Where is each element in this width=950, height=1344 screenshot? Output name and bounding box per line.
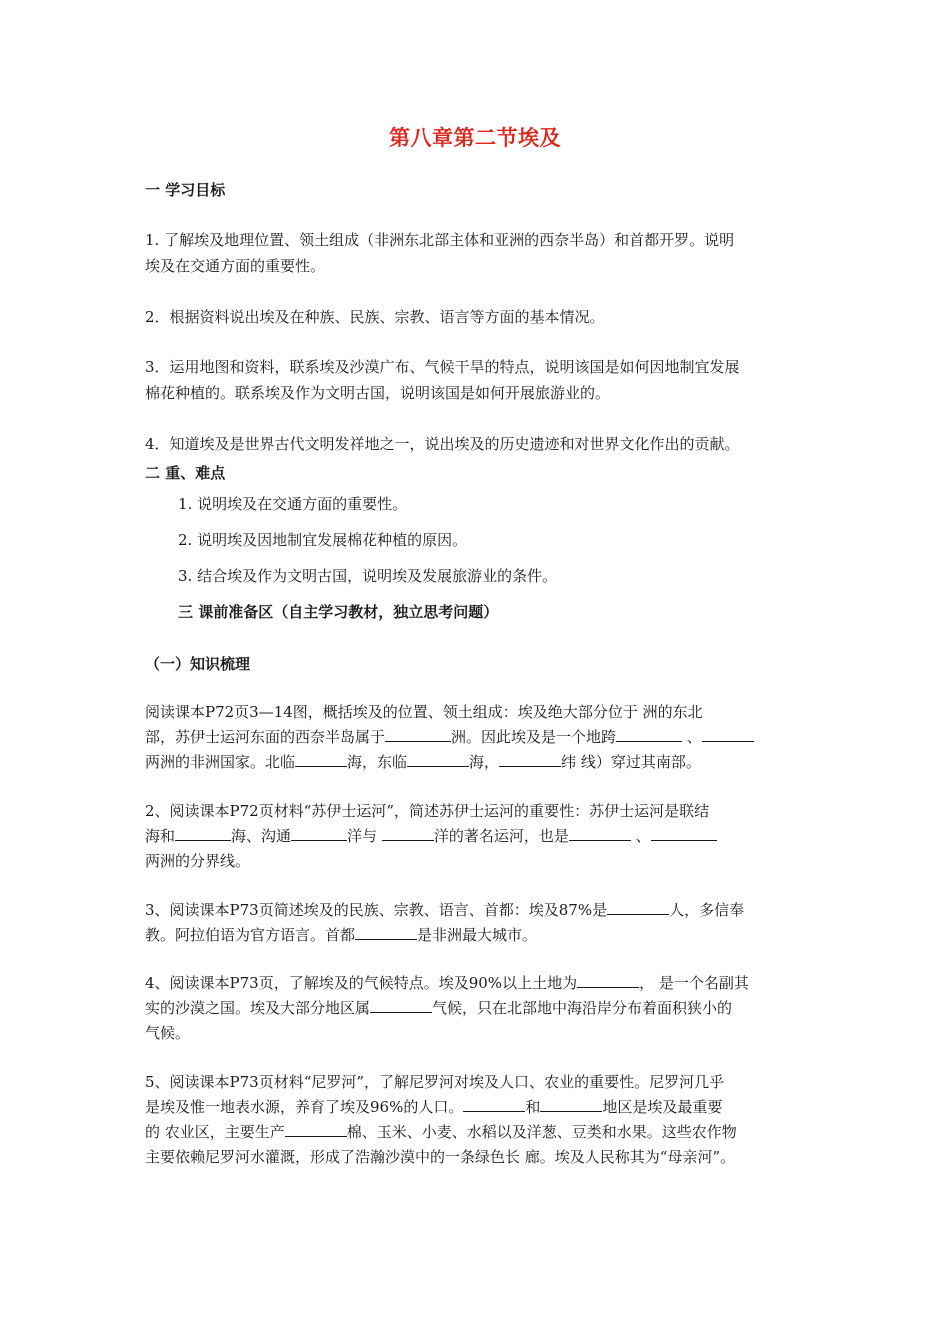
q1-line-1: 阅读课本P72页3—14图，概括埃及的位置、领土组成：埃及绝大部分位于 洲的东北 bbox=[145, 703, 703, 721]
q4-line-3: 气候。 bbox=[145, 1024, 191, 1042]
section-heading-goals: 一 学习目标 bbox=[145, 181, 226, 199]
goal-3-line-1: 3．运用地图和资料，联系埃及沙漠广布、气候干旱的特点，说明该国是如何因地制宜发展 bbox=[145, 358, 740, 376]
goal-2: 2．根据资料说出埃及在种族、民族、宗教、语言等方面的基本情况。 bbox=[145, 308, 605, 326]
fill-blank[interactable] bbox=[175, 825, 231, 841]
fill-blank[interactable] bbox=[616, 726, 682, 742]
fill-blank[interactable] bbox=[370, 997, 432, 1013]
fill-blank[interactable] bbox=[407, 751, 469, 767]
goal-1-line-2: 埃及在交通方面的重要性。 bbox=[145, 257, 326, 275]
sub-heading-knowledge: （一）知识梳理 bbox=[145, 655, 251, 673]
fill-blank[interactable] bbox=[382, 825, 434, 841]
fill-blank[interactable] bbox=[291, 825, 347, 841]
fill-blank[interactable] bbox=[651, 825, 717, 841]
key-point-3: 3. 结合埃及作为文明古国，说明埃及发展旅游业的条件。 bbox=[178, 567, 558, 585]
q5-line-1: 5、阅读课本P73页材料“尼罗河”，了解尼罗河对埃及人口、农业的重要性。尼罗河几乎 bbox=[145, 1073, 725, 1091]
fill-blank[interactable] bbox=[355, 924, 417, 940]
goal-4: 4．知道埃及是世界古代文明发祥地之一，说出埃及的历史遗迹和对世界文化作出的贡献。 bbox=[145, 435, 740, 453]
q2-line-1: 2、阅读课本P72页材料“苏伊士运河”，简述苏伊士运河的重要性：苏伊士运河是联结 bbox=[145, 802, 710, 820]
goal-1-line-1: 1. 了解埃及地理位置、领土组成（非洲东北部主体和亚洲的西奈半岛）和首都开罗。说明 bbox=[145, 231, 735, 249]
goal-3-line-2: 棉花种植的。联系埃及作为文明古国，说明该国是如何开展旅游业的。 bbox=[145, 384, 611, 402]
q3-line-1: 3、阅读课本P73页简述埃及的民族、宗教、语言、首都：埃及87%是 人，多信奉 bbox=[145, 901, 745, 919]
fill-blank[interactable] bbox=[295, 751, 347, 767]
q2-line-3: 两洲的分界线。 bbox=[145, 852, 251, 870]
key-point-1: 1. 说明埃及在交通方面的重要性。 bbox=[178, 495, 408, 513]
q1-line-2: 部，苏伊士运河东面的西奈半岛属于 洲。因此埃及是一个地跨 、 bbox=[145, 725, 754, 749]
fill-blank[interactable] bbox=[540, 1096, 602, 1112]
fill-blank[interactable] bbox=[463, 1096, 525, 1112]
fill-blank[interactable] bbox=[577, 972, 639, 988]
fill-blank[interactable] bbox=[285, 1121, 347, 1137]
fill-blank[interactable] bbox=[499, 751, 561, 767]
q4-line-1: 4、阅读课本P73页，了解埃及的气候特点。埃及90%以上土地为 ， 是一个名副其 bbox=[145, 974, 749, 992]
q5-line-2: 是埃及惟一地表水源，养育了埃及96%的人口。 和 地区是埃及最重要 bbox=[145, 1098, 723, 1116]
page-title: 第八章第二节埃及 bbox=[389, 125, 561, 150]
q5-line-3: 的 农业区，主要生产 棉、玉米、小麦、水稻以及洋葱、豆类和水果。这些农作物 bbox=[145, 1123, 737, 1141]
section-heading-preparation: 三 课前准备区（自主学习教材，独立思考问题） bbox=[178, 603, 499, 621]
q3-line-2: 教。阿拉伯语为官方语言。首都 是非洲最大城市。 bbox=[145, 926, 538, 944]
key-point-2: 2. 说明埃及因地制宜发展棉花种植的原因。 bbox=[178, 531, 468, 549]
fill-blank[interactable] bbox=[607, 899, 669, 915]
q5-line-4: 主要依赖尼罗河水灌溉，形成了浩瀚沙漠中的一条绿色长 廊。埃及人民称其为“母亲河”。 bbox=[145, 1148, 736, 1166]
fill-blank[interactable] bbox=[569, 825, 631, 841]
fill-blank[interactable] bbox=[702, 726, 754, 742]
q2-line-2: 海和 海、沟通 洋与 洋的著名运河，也是 、 bbox=[145, 824, 717, 848]
q1-line-3: 两洲的非洲国家。北临 海，东临 海， 纬 线）穿过其南部。 bbox=[145, 753, 701, 771]
fill-blank[interactable] bbox=[385, 726, 451, 742]
q4-line-2: 实的沙漠之国。埃及大部分地区属 气候，只在北部地中海沿岸分布着面积狭小的 bbox=[145, 999, 733, 1017]
section-heading-key-points: 二 重、难点 bbox=[145, 464, 226, 482]
